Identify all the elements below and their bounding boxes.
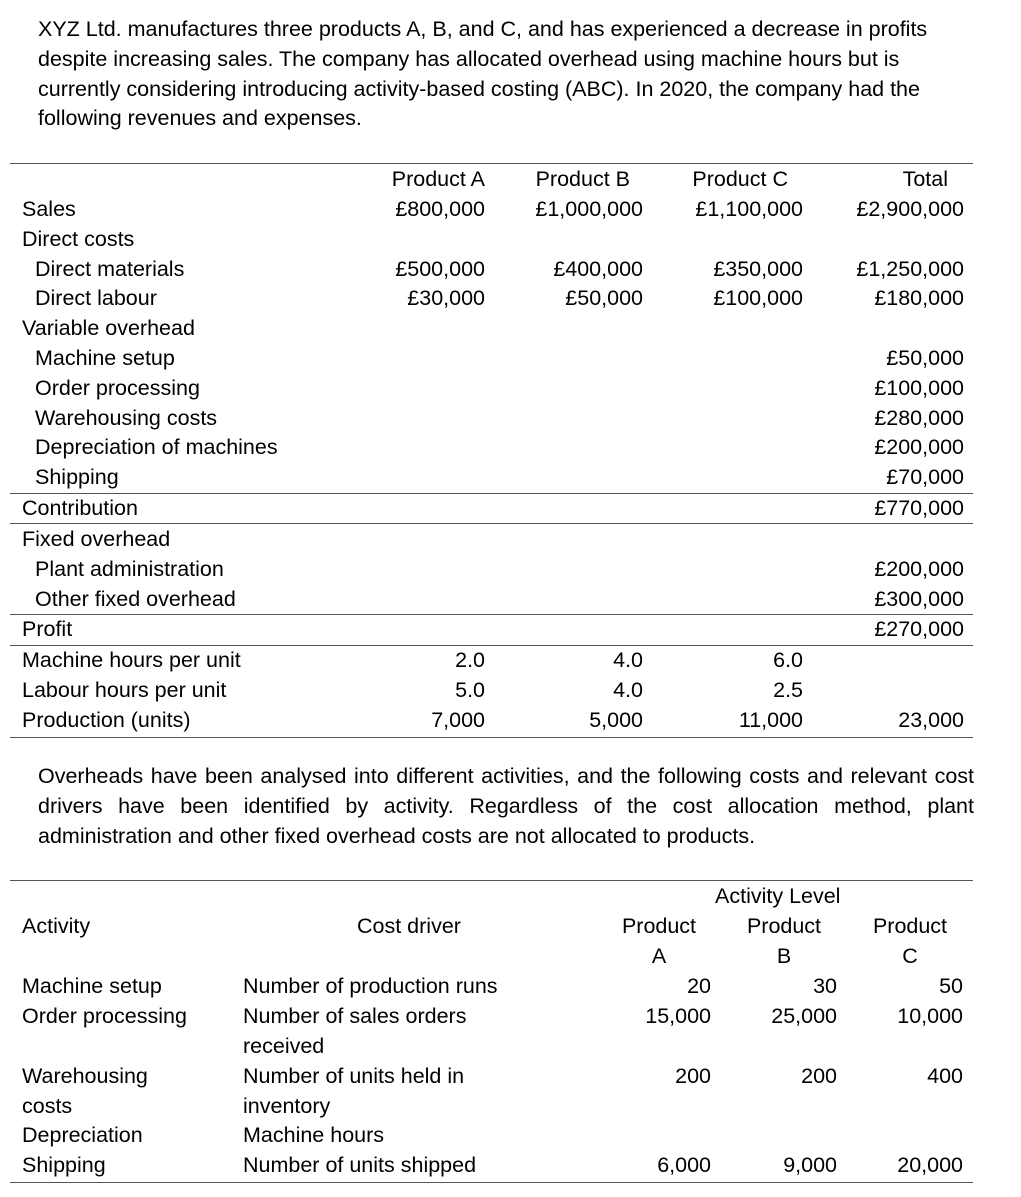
cell-col-4: £180,000 <box>874 286 964 310</box>
table-row <box>0 584 1021 614</box>
activity-name: costs <box>22 1094 73 1118</box>
header-product-c-line1: Product <box>872 914 948 938</box>
row-label: Plant administration <box>35 557 224 581</box>
cell-col-3: 11,000 <box>738 708 803 732</box>
activity-level-value: 200 <box>675 1064 711 1088</box>
cell-col-2: £50,000 <box>565 286 643 310</box>
table-row <box>0 194 1021 224</box>
row-label: Variable overhead <box>22 316 195 340</box>
table-row <box>0 432 1021 462</box>
intro-paragraph: XYZ Ltd. manufactures three products A, B, and C, and has experienced a decrease in profits despite increasing sales. The company has allocated overhead using machine hours but is currently considering introducing activity-based costing (ABC). In 2020, the company had the following revenues and expenses. <box>38 17 928 131</box>
cell-col-1: £800,000 <box>395 197 485 221</box>
table-row <box>0 373 1021 403</box>
table-row <box>0 254 1021 284</box>
header-product-c: Product C <box>692 167 788 191</box>
table-row <box>0 614 1021 644</box>
activity-level-value: 15,000 <box>645 1004 711 1028</box>
row-label: Order processing <box>35 376 200 400</box>
cell-col-2: £1,000,000 <box>535 197 643 221</box>
activity-level-value: 9,000 <box>783 1153 837 1177</box>
cell-col-2: £400,000 <box>553 257 643 281</box>
activity-level-value: 20,000 <box>897 1153 963 1177</box>
row-label: Direct labour <box>35 286 157 310</box>
row-label: Direct materials <box>35 257 185 281</box>
cost-driver: Number of units held in <box>243 1064 465 1088</box>
cell-col-3: £350,000 <box>713 257 803 281</box>
activity-level-value: 10,000 <box>897 1004 963 1028</box>
table-row <box>0 403 1021 433</box>
contribution-rule <box>10 493 973 494</box>
cell-col-1: 2.0 <box>455 648 485 672</box>
cell-col-3: £100,000 <box>713 286 803 310</box>
cost-driver: Machine hours <box>243 1123 385 1147</box>
activity-name: Warehousing <box>22 1064 148 1088</box>
activity-level-value: 25,000 <box>771 1004 837 1028</box>
cell-col-4: £300,000 <box>874 587 964 611</box>
cell-col-1: 7,000 <box>431 708 485 732</box>
cell-col-4: £100,000 <box>874 376 964 400</box>
activity-level-value: 30 <box>813 974 837 998</box>
cell-col-3: 2.5 <box>773 678 803 702</box>
header-total: Total <box>902 167 948 191</box>
table-bottom-rule <box>10 737 973 738</box>
row-label: Shipping <box>35 465 119 489</box>
row-label: Labour hours per unit <box>22 678 227 702</box>
header-product-a-line1: Product <box>621 914 697 938</box>
activity-level-value: 400 <box>927 1064 963 1088</box>
cell-col-2: 4.0 <box>613 648 643 672</box>
row-label: Depreciation of machines <box>35 435 278 459</box>
cell-col-1: £30,000 <box>407 286 485 310</box>
row-label: Production (units) <box>22 708 191 732</box>
cost-driver: Number of sales orders <box>243 1004 467 1028</box>
cell-col-4: £200,000 <box>874 557 964 581</box>
table-row <box>0 343 1021 373</box>
row-label: Machine hours per unit <box>22 648 241 672</box>
cell-col-3: 6.0 <box>773 648 803 672</box>
cell-col-3: £1,100,000 <box>695 197 803 221</box>
activity-level-value: 6,000 <box>657 1153 711 1177</box>
row-label: Contribution <box>22 496 138 520</box>
table-row <box>0 493 1021 523</box>
cell-col-4: £770,000 <box>874 496 964 520</box>
cost-driver-header: Cost driver <box>357 914 461 938</box>
header-product-a-line2: A <box>651 944 667 968</box>
cell-col-1: 5.0 <box>455 678 485 702</box>
header-product-b: Product B <box>535 167 630 191</box>
activity-level-value: 20 <box>687 974 711 998</box>
contribution-bottom-rule <box>10 523 973 524</box>
table-row <box>0 462 1021 492</box>
activity-name: Machine setup <box>22 974 162 998</box>
cell-col-2: 4.0 <box>613 678 643 702</box>
cell-col-4: £270,000 <box>874 617 964 641</box>
row-label: Sales <box>22 197 76 221</box>
row-label: Fixed overhead <box>22 527 171 551</box>
activity-level-value: 200 <box>801 1064 837 1088</box>
table-row <box>0 283 1021 313</box>
cost-driver: inventory <box>243 1094 331 1118</box>
table-row <box>0 645 1021 675</box>
table-row <box>0 675 1021 705</box>
table-row <box>0 705 1021 735</box>
table-row <box>0 554 1021 584</box>
row-label: Machine setup <box>35 346 175 370</box>
activity-level-label: Activity Level <box>715 884 841 908</box>
table-row <box>0 524 1021 554</box>
cell-col-4: £200,000 <box>874 435 964 459</box>
table-row <box>0 313 1021 343</box>
cell-col-2: 5,000 <box>589 708 643 732</box>
cell-col-4: £2,900,000 <box>856 197 964 221</box>
table-header-row <box>0 164 1021 194</box>
row-label: Warehousing costs <box>35 406 218 430</box>
cell-col-4: £280,000 <box>874 406 964 430</box>
cell-col-4: 23,000 <box>898 708 964 732</box>
header-product-b-line2: B <box>776 944 792 968</box>
header-product-a: Product A <box>391 167 485 191</box>
row-label: Other fixed overhead <box>35 587 236 611</box>
row-label: Direct costs <box>22 227 135 251</box>
activity-name: Shipping <box>22 1153 106 1177</box>
activity-header: Activity <box>22 914 91 938</box>
cell-col-4: £70,000 <box>886 465 964 489</box>
table-row <box>0 224 1021 254</box>
activity-name: Depreciation <box>22 1123 143 1147</box>
header-product-b-line1: Product <box>746 914 822 938</box>
middle-paragraph: Overheads have been analysed into different activities, and the following costs and relevant cost drivers have been identified by activity. Regardless of the cost allocation method, plant administration and other fixed overhead costs are not allocated to products. <box>38 764 974 848</box>
header-product-c-line2: C <box>902 944 918 968</box>
row-label: Profit <box>22 617 73 641</box>
cost-driver: Number of units shipped <box>243 1153 477 1177</box>
profit-bottom-rule <box>10 645 973 646</box>
table2-bottom-rule <box>10 1182 973 1183</box>
activity-name: Order processing <box>22 1004 187 1028</box>
cost-driver: Number of production runs <box>243 974 498 998</box>
cost-driver: received <box>243 1034 325 1058</box>
cell-col-4: £1,250,000 <box>856 257 964 281</box>
cell-col-4: £50,000 <box>886 346 964 370</box>
cell-col-1: £500,000 <box>395 257 485 281</box>
activity-level-value: 50 <box>939 974 963 998</box>
profit-rule <box>10 614 973 615</box>
